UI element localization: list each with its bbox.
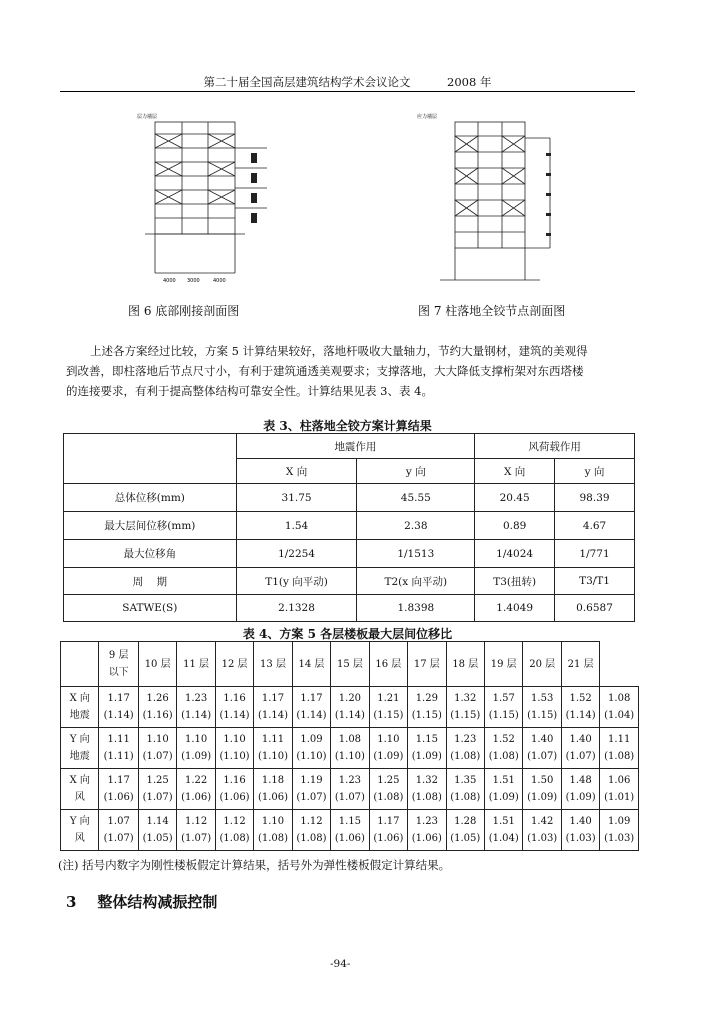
table-cell: 2.38 — [357, 512, 475, 540]
table-cell — [177, 769, 215, 810]
table-header-cell: 15 层 — [331, 642, 369, 687]
table-cell — [99, 687, 138, 728]
rigid-value: (1.08) — [450, 751, 481, 762]
table-cell: 1/2254 — [236, 540, 357, 568]
rigid-value: (1.06) — [103, 792, 134, 803]
header-rule — [60, 91, 635, 92]
elastic-value: 1.23 — [184, 693, 208, 704]
elastic-value: 1.57 — [492, 693, 515, 704]
rigid-value: (1.10) — [219, 751, 250, 762]
table-3 — [63, 433, 635, 622]
rigid-value: (1.06) — [257, 792, 289, 803]
elastic-value: 1.17 — [377, 816, 400, 827]
rigid-value: (1.14) — [296, 710, 327, 721]
rigid-value: (1.07) — [527, 751, 558, 762]
table-row — [64, 434, 635, 459]
rigid-value: (1.10) — [334, 751, 365, 762]
table-cell — [600, 810, 639, 851]
elastic-value: 1.09 — [300, 734, 323, 745]
table-header-row — [61, 642, 639, 687]
table-3-title: 表 3、柱落地全铰方案计算结果 — [263, 419, 432, 433]
figure-6-label: 层力墙层 — [137, 114, 158, 120]
row-label-line: Y 向 — [69, 734, 90, 745]
table-cell: 1/4024 — [475, 540, 555, 568]
row-label-line: Y 向 — [69, 816, 90, 827]
table-cell — [561, 769, 599, 810]
rigid-value: (1.07) — [142, 792, 173, 803]
section-title: 整体结构减振控制 — [97, 893, 218, 911]
table-cell — [485, 769, 523, 810]
elastic-value: 1.28 — [454, 816, 477, 827]
rigid-value: (1.14) — [334, 710, 365, 721]
elastic-value: 1.14 — [146, 816, 169, 827]
rigid-value: (1.07) — [181, 833, 212, 844]
table-cell: 1.54 — [236, 512, 357, 540]
elastic-value: 1.15 — [415, 734, 438, 745]
table-cell: 1.8398 — [357, 595, 475, 622]
table-row — [64, 540, 635, 568]
rigid-value: (1.09) — [488, 792, 519, 803]
table-cell — [408, 769, 446, 810]
elastic-value: 1.53 — [531, 693, 554, 704]
rigid-value: (1.08) — [296, 833, 327, 844]
figure-6-drawing — [135, 108, 285, 286]
table-cell — [408, 810, 446, 851]
table-cell — [215, 769, 253, 810]
elastic-value: 1.29 — [415, 693, 438, 704]
table-cell — [485, 728, 523, 769]
table-cell: 2.1328 — [236, 595, 357, 622]
elastic-value: 1.15 — [338, 816, 362, 827]
rigid-value: (1.06) — [334, 833, 365, 844]
elastic-value: 1.17 — [261, 693, 285, 704]
table-header-cell: 10 层 — [138, 642, 176, 687]
page-number: -94- — [330, 958, 351, 970]
rigid-value: (1.09) — [565, 792, 596, 803]
table-cell — [99, 769, 138, 810]
rigid-value: (1.07) — [565, 751, 596, 762]
table-row-label: 周 期 — [64, 568, 237, 595]
table-4-title: 表 4、方案 5 各层楼板最大层间位移比 — [242, 627, 453, 641]
table-row — [64, 484, 635, 512]
figure-6-dim-1: 4000 — [163, 278, 176, 284]
table-cell — [331, 810, 369, 851]
elastic-value: 1.20 — [338, 693, 362, 704]
rigid-value: (1.14) — [103, 710, 134, 721]
elastic-value: 1.12 — [184, 816, 208, 827]
table-header-cell — [99, 642, 138, 687]
table-header-cell: 21 层 — [561, 642, 599, 687]
rigid-value: (1.15) — [527, 710, 558, 721]
table-row-label — [61, 769, 99, 810]
elastic-value: 1.52 — [569, 693, 592, 704]
elastic-value: 1.17 — [107, 693, 130, 704]
row-label-line: 风 — [74, 833, 85, 844]
rigid-value: (1.10) — [257, 751, 289, 762]
rigid-value: (1.08) — [373, 792, 404, 803]
table-cell — [138, 728, 176, 769]
table-cell: T1(y 向平动) — [236, 568, 357, 595]
row-label-line: X 向 — [69, 775, 90, 786]
table-cell: T2(x 向平动) — [357, 568, 475, 595]
table-cell — [369, 769, 407, 810]
table-cell — [292, 769, 330, 810]
row-label-line: 风 — [74, 792, 85, 803]
body-paragraph — [66, 341, 638, 401]
rigid-value: (1.05) — [142, 833, 173, 844]
table-header-cell: 11 层 — [177, 642, 215, 687]
rigid-value: (1.09) — [373, 751, 404, 762]
elastic-value: 1.23 — [415, 816, 438, 827]
elastic-value: 1.21 — [377, 693, 400, 704]
elastic-value: 1.16 — [223, 693, 246, 704]
elastic-value: 1.25 — [377, 775, 400, 786]
elastic-value: 1.23 — [338, 775, 362, 786]
row-label-line: X 向 — [69, 693, 90, 704]
table-cell — [485, 687, 523, 728]
table-sub-header: y 向 — [357, 459, 475, 484]
table-cell — [561, 810, 599, 851]
table-cell — [561, 728, 599, 769]
paragraph-line: 的连接要求，有利于提高整体结构可靠安全性。计算结果见表 3、表 4。 — [66, 384, 433, 398]
table-cell — [99, 728, 138, 769]
figure-6-dim-3: 4000 — [213, 278, 226, 284]
table-cell — [99, 810, 138, 851]
table-sub-header: X 向 — [236, 459, 357, 484]
table-header-cell: 17 层 — [408, 642, 446, 687]
rigid-value: (1.08) — [488, 751, 519, 762]
elastic-value: 1.22 — [184, 775, 208, 786]
elastic-value: 1.18 — [261, 775, 285, 786]
figure-7-drawing — [415, 108, 565, 286]
table-cell — [523, 728, 561, 769]
table-row — [61, 687, 639, 728]
running-header: 第二十届全国高层建筑结构学术会议论文 2008 年 — [203, 75, 492, 89]
elastic-value: 1.10 — [184, 734, 208, 745]
table-cell: 20.45 — [475, 484, 555, 512]
table-corner-cell — [64, 434, 237, 484]
table-cell — [446, 769, 484, 810]
rigid-value: (1.08) — [604, 751, 635, 762]
table-row-label — [61, 810, 99, 851]
table-row — [61, 728, 639, 769]
table-cell — [561, 687, 599, 728]
elastic-value: 1.51 — [492, 816, 515, 827]
elastic-value: 1.10 — [261, 816, 285, 827]
table-cell — [485, 810, 523, 851]
table-cell: 98.39 — [555, 484, 635, 512]
table-row-label: SATWE(S) — [64, 595, 237, 622]
rigid-value: (1.08) — [257, 833, 289, 844]
table-cell — [292, 810, 330, 851]
rigid-value: (1.01) — [604, 792, 635, 803]
table-row-label: 总体位移(mm) — [64, 484, 237, 512]
rigid-value: (1.14) — [257, 710, 289, 721]
elastic-value: 1.50 — [531, 775, 554, 786]
rigid-value: (1.04) — [488, 833, 519, 844]
rigid-value: (1.15) — [450, 710, 481, 721]
elastic-value: 1.32 — [454, 693, 477, 704]
header-line: 9 层 — [108, 650, 129, 661]
table-header-cell: 12 层 — [215, 642, 253, 687]
figure-7-caption: 图 7 柱落地全铰节点剖面图 — [418, 304, 566, 318]
table-4 — [60, 641, 639, 851]
elastic-value: 1.09 — [608, 816, 631, 827]
table-row — [64, 568, 635, 595]
rigid-value: (1.14) — [181, 710, 212, 721]
table-group-header: 风荷载作用 — [475, 434, 635, 459]
row-label-line: 地震 — [69, 710, 90, 721]
rigid-value: (1.04) — [604, 710, 635, 721]
elastic-value: 1.10 — [146, 734, 169, 745]
table-cell — [446, 687, 484, 728]
rigid-value: (1.09) — [181, 751, 212, 762]
table-cell — [600, 728, 639, 769]
rigid-value: (1.14) — [565, 710, 596, 721]
table-cell — [215, 687, 253, 728]
figure-6-dim-2: 3000 — [187, 278, 200, 284]
elastic-value: 1.35 — [454, 775, 477, 786]
rigid-value: (1.07) — [334, 792, 365, 803]
rigid-value: (1.06) — [181, 792, 212, 803]
rigid-value: (1.08) — [450, 792, 481, 803]
table-sub-header: X 向 — [475, 459, 555, 484]
elastic-value: 1.17 — [300, 693, 323, 704]
row-label-line: 地震 — [69, 751, 90, 762]
table-header-cell: 19 层 — [485, 642, 523, 687]
table-note: (注) 括号内数字为刚性楼板假定计算结果，括号外为弹性楼板假定计算结果。 — [58, 858, 451, 872]
table-cell — [254, 810, 292, 851]
elastic-value: 1.10 — [377, 734, 400, 745]
table-cell: T3/T1 — [555, 568, 635, 595]
rigid-value: (1.05) — [450, 833, 481, 844]
table-header-cell: 16 层 — [369, 642, 407, 687]
table-cell — [369, 810, 407, 851]
section-number: 3 — [66, 893, 77, 911]
elastic-value: 1.40 — [531, 734, 554, 745]
rigid-value: (1.06) — [219, 792, 250, 803]
section-heading — [66, 891, 217, 912]
elastic-value: 1.08 — [608, 693, 631, 704]
rigid-value: (1.03) — [565, 833, 596, 844]
table-cell: T3(扭转) — [475, 568, 555, 595]
table-cell — [600, 687, 639, 728]
elastic-value: 1.25 — [146, 775, 169, 786]
table-cell — [369, 728, 407, 769]
rigid-value: (1.06) — [411, 833, 442, 844]
table-cell — [369, 687, 407, 728]
table-header-cell: 14 层 — [292, 642, 330, 687]
table-row-label — [61, 728, 99, 769]
table-cell: 1.4049 — [475, 595, 555, 622]
table-cell — [331, 769, 369, 810]
rigid-value: (1.09) — [411, 751, 442, 762]
table-cell — [331, 728, 369, 769]
rigid-value: (1.15) — [373, 710, 404, 721]
rigid-value: (1.03) — [604, 833, 635, 844]
elastic-value: 1.11 — [107, 734, 130, 745]
elastic-value: 1.06 — [608, 775, 631, 786]
elastic-value: 1.52 — [492, 734, 515, 745]
rigid-value: (1.15) — [411, 710, 442, 721]
elastic-value: 1.19 — [300, 775, 323, 786]
elastic-value: 1.40 — [569, 816, 592, 827]
elastic-value: 1.12 — [300, 816, 323, 827]
table-row — [64, 595, 635, 622]
table-cell — [254, 728, 292, 769]
table-row — [64, 512, 635, 540]
elastic-value: 1.11 — [608, 734, 631, 745]
rigid-value: (1.07) — [296, 792, 327, 803]
rigid-value: (1.11) — [103, 751, 134, 762]
elastic-value: 1.17 — [107, 775, 130, 786]
figure-6-caption: 图 6 底部刚接剖面图 — [128, 304, 240, 318]
paragraph-line: 上述各方案经过比较，方案 5 计算结果较好，落地杆吸收大量轴力，节约大量钢材，建筑的美观得 — [90, 344, 588, 358]
rigid-value: (1.07) — [142, 751, 173, 762]
table-cell — [331, 687, 369, 728]
elastic-value: 1.08 — [338, 734, 362, 745]
elastic-value: 1.42 — [531, 816, 554, 827]
elastic-value: 1.51 — [492, 775, 515, 786]
table-cell — [523, 810, 561, 851]
table-cell — [177, 728, 215, 769]
table-cell — [446, 810, 484, 851]
elastic-value: 1.26 — [146, 693, 169, 704]
table-header-cell: 13 层 — [254, 642, 292, 687]
table-cell — [292, 728, 330, 769]
table-cell — [254, 769, 292, 810]
table-cell — [215, 728, 253, 769]
table-cell — [138, 687, 176, 728]
rigid-value: (1.14) — [219, 710, 250, 721]
table-cell — [600, 769, 639, 810]
table-cell — [446, 728, 484, 769]
table-cell: 4.67 — [555, 512, 635, 540]
table-row — [61, 810, 639, 851]
table-cell: 0.6587 — [555, 595, 635, 622]
table-cell — [254, 687, 292, 728]
table-sub-header: y 向 — [555, 459, 635, 484]
rigid-value: (1.09) — [527, 792, 558, 803]
rigid-value: (1.10) — [296, 751, 327, 762]
elastic-value: 1.40 — [569, 734, 592, 745]
rigid-value: (1.08) — [411, 792, 442, 803]
table-row — [61, 769, 639, 810]
table-header-cell: 20 层 — [523, 642, 561, 687]
elastic-value: 1.12 — [223, 816, 246, 827]
elastic-value: 1.07 — [107, 816, 130, 827]
elastic-value: 1.48 — [569, 775, 592, 786]
rigid-value: (1.08) — [219, 833, 250, 844]
table-cell: 0.89 — [475, 512, 555, 540]
table-cell: 45.55 — [357, 484, 475, 512]
table-cell — [138, 769, 176, 810]
table-cell: 1/771 — [555, 540, 635, 568]
rigid-value: (1.06) — [373, 833, 404, 844]
table-corner-cell — [61, 642, 99, 687]
table-cell: 1/1513 — [357, 540, 475, 568]
table-cell — [523, 687, 561, 728]
table-row-label — [61, 687, 99, 728]
table-header-cell: 18 层 — [446, 642, 484, 687]
table-cell — [408, 687, 446, 728]
table-cell — [138, 810, 176, 851]
table-cell — [177, 810, 215, 851]
table-cell — [292, 687, 330, 728]
figure-7-label: 应力墙层 — [417, 114, 438, 120]
rigid-value: (1.16) — [142, 710, 173, 721]
table-cell — [523, 769, 561, 810]
table-row-label: 最大位移角 — [64, 540, 237, 568]
elastic-value: 1.10 — [223, 734, 246, 745]
elastic-value: 1.32 — [415, 775, 438, 786]
elastic-value: 1.16 — [223, 775, 246, 786]
table-row-label: 最大层间位移(mm) — [64, 512, 237, 540]
header-line: 以下 — [108, 667, 129, 678]
rigid-value: (1.15) — [488, 710, 519, 721]
table-cell — [177, 687, 215, 728]
elastic-value: 1.11 — [261, 734, 285, 745]
elastic-value: 1.23 — [454, 734, 477, 745]
rigid-value: (1.07) — [103, 833, 134, 844]
table-group-header: 地震作用 — [236, 434, 475, 459]
table-cell — [408, 728, 446, 769]
table-cell: 31.75 — [236, 484, 357, 512]
table-cell — [215, 810, 253, 851]
paragraph-line: 到改善，即柱落地后节点尺寸小，有利于建筑通透美观要求；支撑落地，大大降低支撑桁架对东西塔楼 — [66, 364, 584, 378]
rigid-value: (1.03) — [527, 833, 558, 844]
